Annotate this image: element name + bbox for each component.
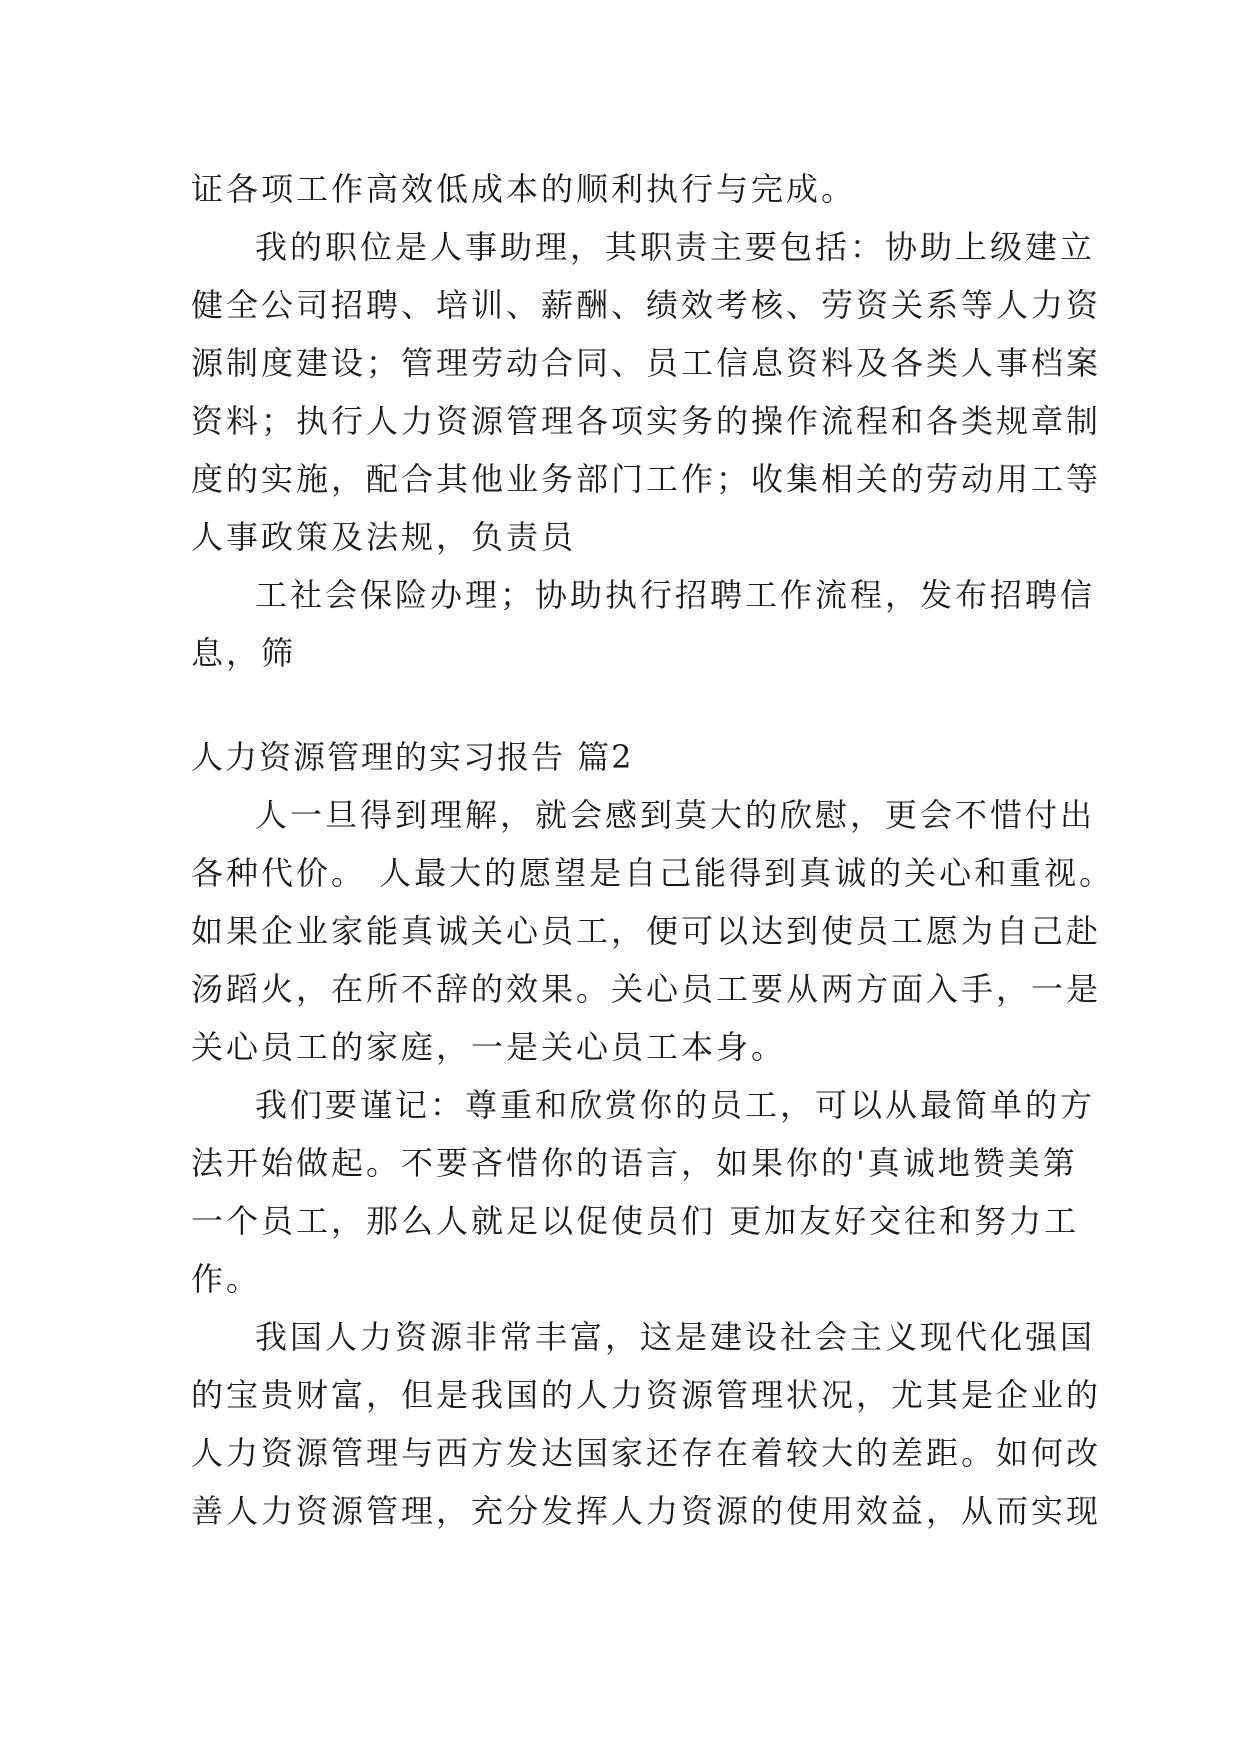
paragraph-line: 证各项工作高效低成本的顺利执行与完成。 — [191, 170, 857, 208]
paragraph-line: 人力资源管理与西方发达国家还存在着较大的差距。如何改 — [191, 1434, 1102, 1472]
section-spacer — [191, 682, 1071, 728]
paragraph-line: 各种代价。 人最大的愿望是自己能得到真诚的关心和重视。 — [191, 854, 1115, 892]
text-column — [191, 160, 1115, 1540]
paragraph-line: 人事政策及法规，负责员 — [191, 518, 577, 556]
paragraph-line: 一个员工，那么人就足以促使员们 更加友好交往和努力工 — [191, 1202, 1080, 1240]
section-1 — [191, 160, 1102, 682]
paragraph-line: 关心员工的家庭，一是关心员工本身。 — [191, 1028, 787, 1066]
paragraph-line: 如果企业家能真诚关心员工，便可以达到使员工愿为自己赴 — [191, 912, 1102, 950]
paragraph-line: 我们要谨记：尊重和欣赏你的员工，可以从最简单的方 — [255, 1086, 1096, 1124]
section-heading: 人力资源管理的实习报告 篇2 — [191, 738, 634, 776]
paragraph-line: 源制度建设；管理劳动合同、员工信息资料及各类人事档案 — [191, 344, 1102, 382]
paragraph-line: 息，筛 — [191, 634, 297, 672]
paragraph-line: 善人力资源管理，充分发挥人力资源的使用效益，从而实现 — [191, 1492, 1102, 1530]
paragraph-line: 的宝贵财富，但是我国的人力资源管理状况，尤其是企业的 — [191, 1376, 1102, 1414]
paragraph-line: 工社会保险办理；协助执行招聘工作流程，发布招聘信 — [255, 576, 1096, 614]
paragraph-line: 健全公司招聘、培训、薪酬、绩效考核、劳资关系等人力资 — [191, 286, 1102, 324]
paragraph-line: 资料；执行人力资源管理各项实务的操作流程和各类规章制 — [191, 402, 1102, 440]
paragraph-line: 汤蹈火，在所不辞的效果。关心员工要从两方面入手，一是 — [191, 970, 1102, 1008]
paragraph-line: 我国人力资源非常丰富，这是建设社会主义现代化强国 — [255, 1318, 1096, 1356]
section-2 — [191, 728, 1115, 1540]
paragraph-line: 我的职位是人事助理，其职责主要包括：协助上级建立 — [255, 228, 1096, 266]
paragraph-line: 法开始做起。不要吝惜你的语言，如果你的'真诚地赞美第 — [191, 1144, 1078, 1182]
paragraph-line: 人一旦得到理解，就会感到莫大的欣慰，更会不惜付出 — [255, 796, 1096, 834]
paragraph-line: 作。 — [191, 1260, 262, 1298]
paragraph-line: 度的实施，配合其他业务部门工作；收集相关的劳动用工等 — [191, 460, 1102, 498]
